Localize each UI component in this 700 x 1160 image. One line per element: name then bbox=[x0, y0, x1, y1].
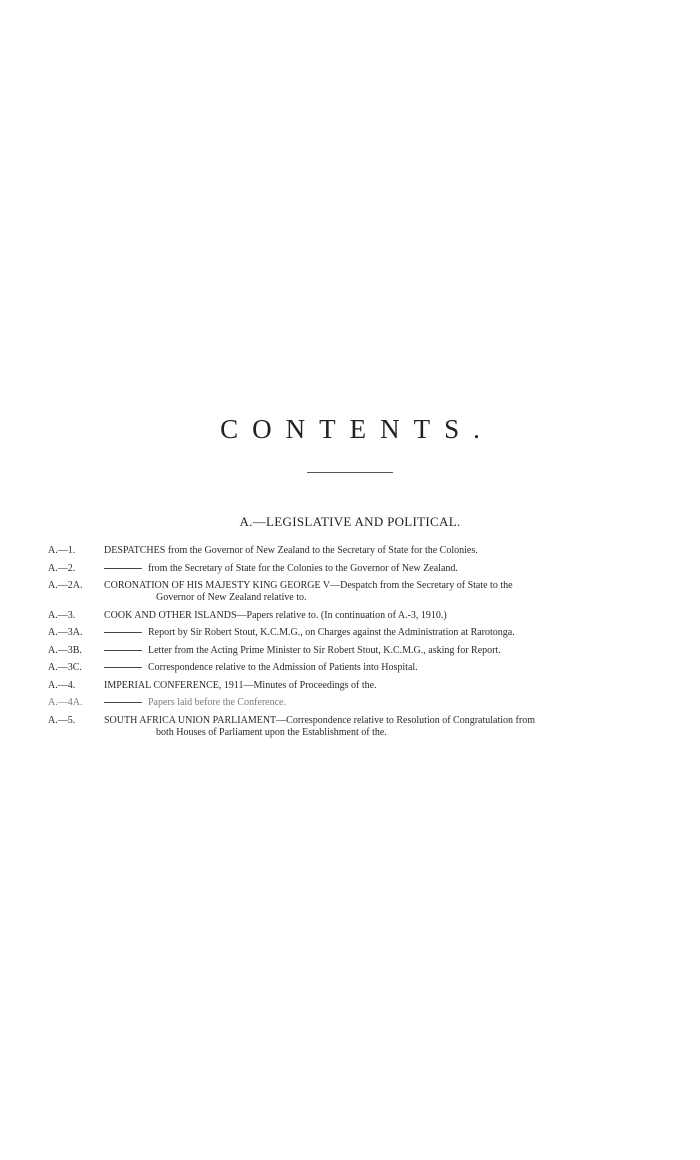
page-title: CONTENTS. bbox=[220, 414, 494, 444]
ditto-dash bbox=[104, 650, 142, 651]
entry-code: A.—4. bbox=[48, 679, 76, 691]
entry-text: both Houses of Parliament upon the Establishment of the. bbox=[156, 726, 387, 738]
list-item bbox=[48, 715, 660, 739]
ditto-dash bbox=[104, 667, 142, 668]
entry-text: Governor of New Zealand relative to. bbox=[156, 592, 307, 603]
entry-lead: SOUTH AFRICA UNION PARLIAMENT—Correspondence relative to Resolution of Congratulation from bbox=[104, 714, 535, 726]
entry-code: A.—2. bbox=[48, 562, 76, 574]
entry-lead: CORONATION OF HIS MAJESTY KING GEORGE V—Despatch from the Secretary of State to the bbox=[104, 580, 513, 591]
ditto-dash bbox=[104, 702, 142, 703]
list-item bbox=[48, 563, 660, 575]
entry-text: IMPERIAL CONFERENCE, 1911—Minutes of Proceedings of the. bbox=[104, 679, 377, 691]
list-item bbox=[48, 580, 660, 604]
entry-code: A.—5. bbox=[48, 714, 76, 726]
entry-code: A.—3. bbox=[48, 609, 76, 621]
list-item bbox=[48, 645, 660, 657]
entry-text: COOK AND OTHER ISLANDS—Papers relative to. (In continuation of A.-3, 1910.) bbox=[104, 609, 447, 621]
title-rule bbox=[307, 472, 393, 473]
list-item bbox=[48, 627, 660, 639]
section-heading: A.—LEGISLATIVE AND POLITICAL. bbox=[239, 514, 461, 529]
entry-text: DESPATCHES from the Governor of New Zealand to the Secretary of State for the Colonies. bbox=[104, 545, 478, 556]
entry-text: Letter from the Acting Prime Minister to Sir Robert Stout, K.C.M.G., asking for Report. bbox=[148, 644, 501, 656]
list-item bbox=[48, 545, 660, 557]
entry-code: A.—3C. bbox=[48, 662, 82, 673]
list-item bbox=[48, 680, 660, 692]
entry-code: A.—3B. bbox=[48, 644, 82, 656]
entry-text: Papers laid before the Conference. bbox=[148, 697, 286, 708]
list-item bbox=[48, 697, 660, 709]
entry-text: Report by Sir Robert Stout, K.C.M.G., on Charges against the Administration at Rarotonga. bbox=[148, 627, 515, 638]
ditto-dash bbox=[104, 632, 142, 633]
entry-code: A.—4A. bbox=[48, 697, 83, 708]
ditto-dash bbox=[104, 568, 142, 569]
list-item bbox=[48, 610, 660, 622]
list-item bbox=[48, 662, 660, 674]
entry-code: A.—3A. bbox=[48, 627, 83, 638]
entry-code: A.—2A. bbox=[48, 580, 83, 591]
entry-code: A.—1. bbox=[48, 545, 76, 556]
entry-text: Correspondence relative to the Admission of Patients into Hospital. bbox=[148, 662, 418, 673]
contents-list bbox=[48, 545, 660, 744]
entry-text: from the Secretary of State for the Colonies to the Governor of New Zealand. bbox=[148, 562, 458, 574]
